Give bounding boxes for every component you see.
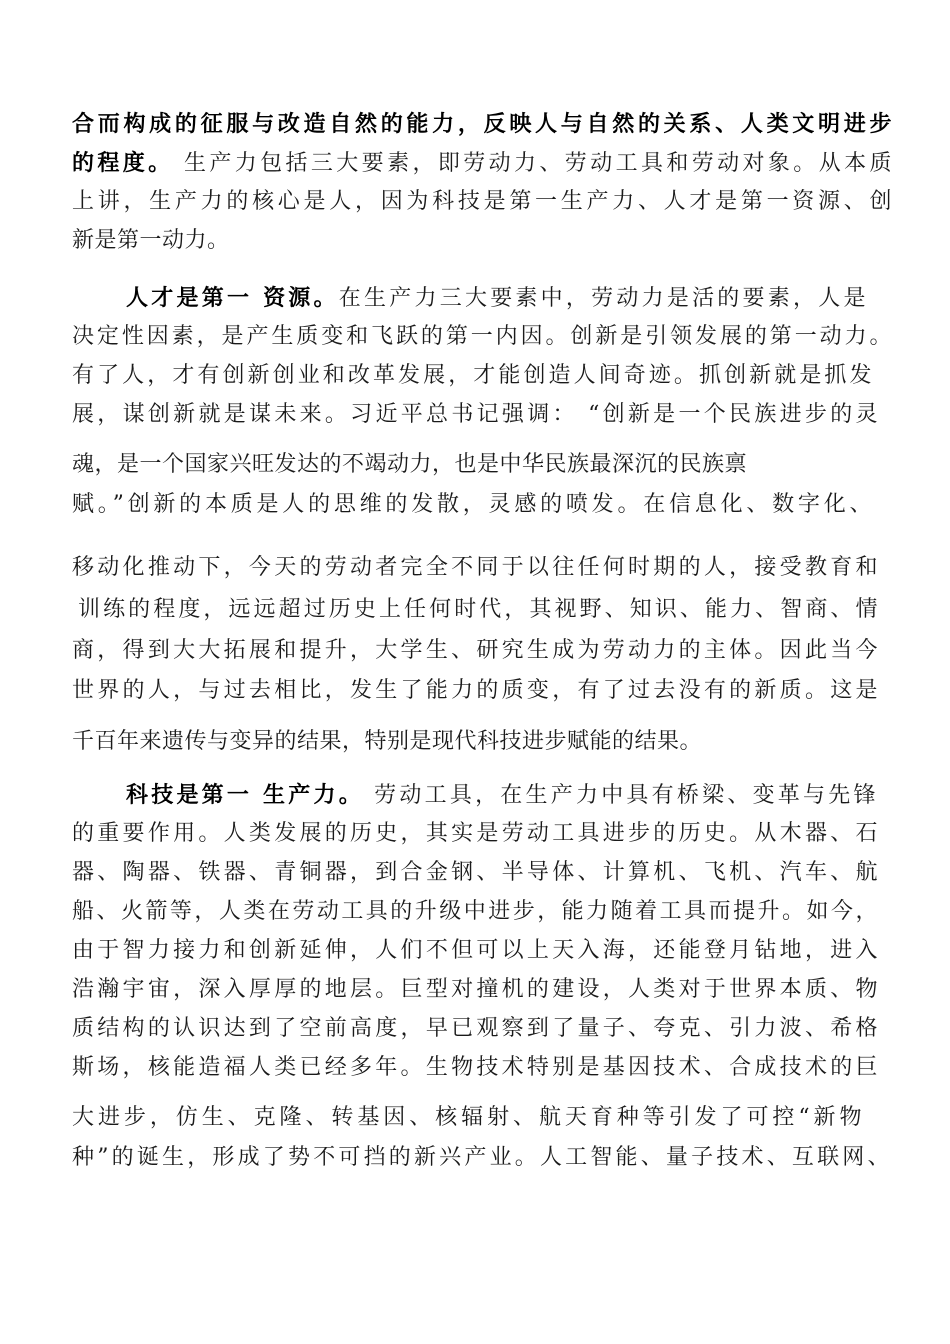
text-line (72, 727, 774, 757)
body-text: 船、火箭等，人类在劳动工具的升级中进步，能力随着工具而提升。如今， (72, 899, 878, 924)
text-line (72, 148, 892, 179)
body-text: 移动化推动下，今天的劳动者完全不同于以往任何时期的人，接受教育和 (72, 555, 878, 580)
text-line (72, 1053, 878, 1083)
text-line (72, 553, 878, 583)
bold-heading-text: 合而构成的征服与改造自然的能力，反映人与自然的关系、人类文明进步 (72, 111, 892, 137)
body-text: 质结构的认识达到了空前高度，早已观察到了量子、夸克、引力波、希格 (72, 1016, 878, 1041)
text-line (72, 1103, 862, 1133)
text-line (78, 595, 878, 625)
bold-heading-text: 科技是第一 生产力。 (126, 782, 364, 808)
body-text: 由于智力接力和创新延伸，人们不但可以上天入海，还能登月钻地，进入 (72, 938, 878, 963)
text-line (72, 897, 878, 927)
text-line (126, 780, 876, 811)
text-line (72, 936, 878, 966)
text-line (72, 819, 878, 849)
body-text: 在生产力三大要素中，劳动力是活的要素，人是 (338, 286, 866, 311)
body-text: 种”的诞生，形成了势不可挡的新兴产业。人工智能、量子技术、互联网、 (72, 1145, 890, 1170)
text-line (72, 187, 892, 217)
body-text: 的重要作用。人类发展的历史，其实是劳动工具进步的历史。从木器、石 (72, 821, 878, 846)
text-line (72, 361, 872, 391)
text-line (72, 226, 232, 256)
text-line (72, 676, 878, 706)
body-text: 斯场，核能造福人类已经多年。生物技术特别是基因技术、合成技术的巨 (72, 1055, 878, 1080)
body-text: 上讲，生产力的核心是人，因为科技是第一生产力、人才是第一资源、创 (72, 189, 892, 214)
bold-heading-text: 人才是第一 资源。 (126, 285, 339, 311)
body-text: 有了人，才有创新创业和改革发展，才能创造人间奇迹。抓创新就是抓发 (72, 363, 872, 388)
body-text: 世界的人，与过去相比，发生了能力的质变，有了过去没有的新质。这是 (72, 678, 878, 703)
text-line (72, 636, 878, 666)
text-line (126, 283, 866, 314)
text-line (72, 1143, 890, 1173)
body-text: 生产力包括三大要素，即劳动力、劳动工具和劳动对象。从本质 (173, 151, 892, 176)
body-text: 浩瀚宇宙，深入厚厚的地层。巨型对撞机的建设，人类对于世界本质、物 (72, 977, 878, 1002)
body-text: 训练的程度，远远超过历史上任何时代，其视野、知识、能力、智商、情 (78, 597, 878, 622)
body-text: 展，谋创新就是谋未来。习近平总书记强调： “创新是一个民族进步的灵 (72, 402, 878, 427)
body-text: 大进步，仿生、克隆、转基因、核辐射、航天育种等引发了可控“新物 (72, 1105, 862, 1130)
text-line (72, 400, 878, 430)
bold-heading-text: 的程度。 (72, 150, 174, 176)
body-text: 商，得到大大拓展和提升，大学生、研究生成为劳动力的主体。因此当今 (72, 638, 878, 663)
text-line (72, 109, 892, 140)
text-line (72, 450, 828, 480)
text-line (72, 490, 872, 520)
text-line (72, 858, 878, 888)
body-text: 赋。”创新的本质是人的思维的发散，灵感的喷发。在信息化、数字化、 (72, 492, 872, 517)
body-text: 魂，是一个国家兴旺发达的不竭动力，也是中华民族最深沉的民族禀 (72, 452, 748, 477)
body-text: 新是第一动力。 (72, 228, 230, 253)
text-line (72, 975, 878, 1005)
body-text: 劳动工具，在生产力中具有桥梁、变革与先锋 (363, 783, 876, 808)
body-text: 决定性因素，是产生质变和飞跃的第一内因。创新是引领发展的第一动力。 (72, 324, 892, 349)
text-line (72, 322, 892, 352)
text-line (72, 1014, 878, 1044)
body-text: 器、陶器、铁器、青铜器，到合金钢、半导体、计算机、飞机、汽车、航 (72, 860, 878, 885)
body-text: 千百年来遗传与变异的结果，特别是现代科技进步赋能的结果。 (72, 729, 703, 754)
